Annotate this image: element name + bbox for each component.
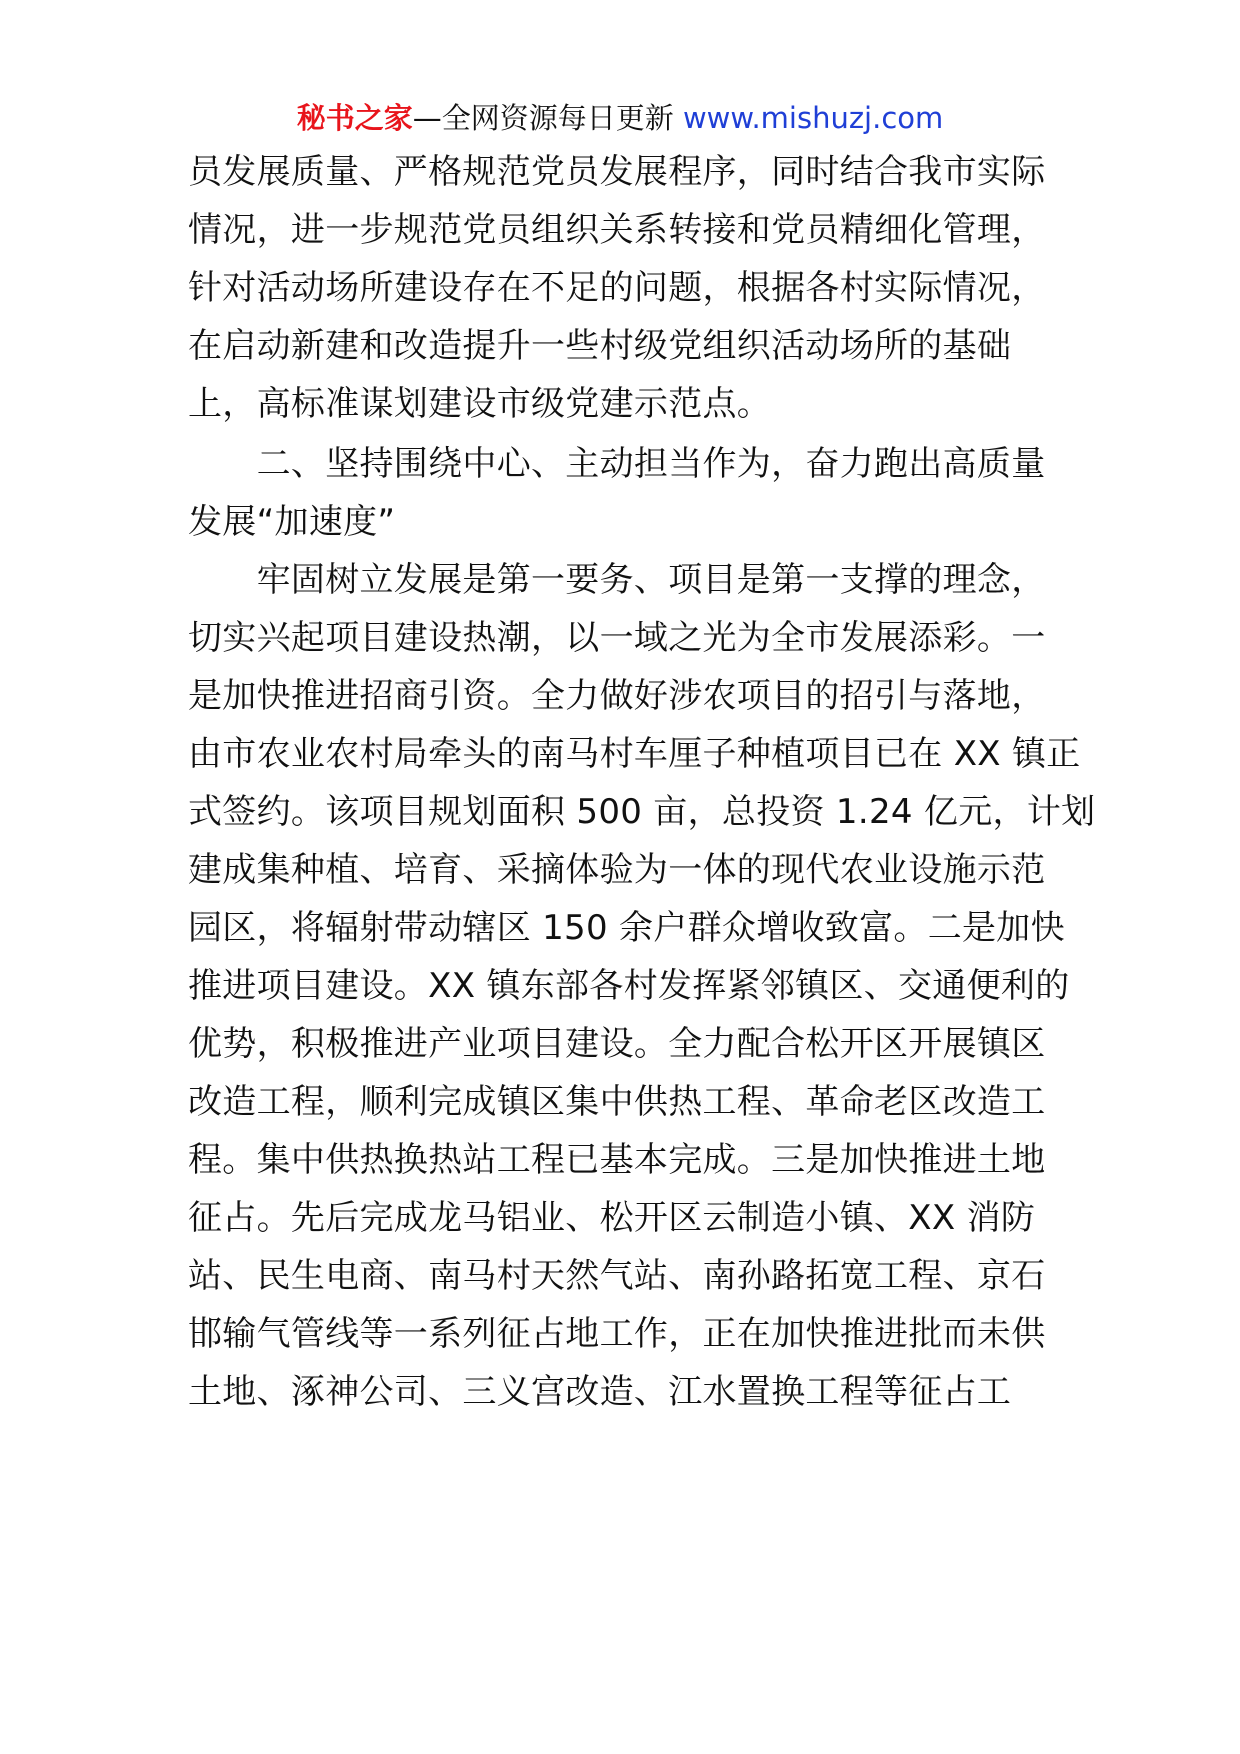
body-line-1: 员发展质量、严格规范党员发展程序，同时结合我市实际 — [188, 152, 1046, 192]
body-line-8: 牢固树立发展是第一要务、项目是第一支撑的理念， — [188, 560, 1046, 600]
body-line-4: 在启动新建和改造提升一些村级党组织活动场所的基础 — [188, 326, 1012, 366]
body-line-11: 由市农业农村局牵头的南马村车厘子种植项目已在 XX 镇正 — [188, 734, 1081, 774]
section-heading-line-1: 二、坚持围绕中心、主动担当作为，奋力跑出高质量 — [188, 444, 1046, 484]
body-line-12: 式签约。该项目规划面积 500 亩，总投资 1.24 亿元，计划 — [188, 792, 1096, 832]
body-line-19: 征占。先后完成龙马铝业、松开区云制造小镇、XX 消防 — [188, 1198, 1036, 1238]
body-line-9: 切实兴起项目建设热潮，以一域之光为全市发展添彩。一 — [188, 618, 1046, 658]
brand-name: 秘书之家 — [296, 101, 413, 135]
site-url-link[interactable]: www.mishuzj.com — [682, 101, 944, 135]
body-line-18: 程。集中供热换热站工程已基本完成。三是加快推进土地 — [188, 1140, 1046, 1180]
body-line-22: 土地、涿神公司、三义宫改造、江水置换工程等征占工 — [188, 1372, 1012, 1412]
section-heading-line-2: 发展“加速度” — [188, 502, 396, 542]
body-line-16: 优势，积极推进产业项目建设。全力配合松开区开展镇区 — [188, 1024, 1046, 1064]
body-line-17: 改造工程，顺利完成镇区集中供热工程、革命老区改造工 — [188, 1082, 1046, 1122]
page-header — [0, 98, 1240, 138]
body-line-14: 园区，将辐射带动辖区 150 余户群众增收致富。二是加快 — [188, 908, 1065, 948]
body-line-13: 建成集种植、培育、采摘体验为一体的现代农业设施示范 — [188, 850, 1046, 890]
body-line-5: 上，高标准谋划建设市级党建示范点。 — [188, 384, 772, 424]
body-line-15: 推进项目建设。XX 镇东部各村发挥紧邻镇区、交通便利的 — [188, 966, 1070, 1006]
body-line-20: 站、民生电商、南马村天然气站、南孙路拓宽工程、京石 — [188, 1256, 1046, 1296]
header-tagline: —全网资源每日更新 — [412, 101, 683, 135]
body-line-2: 情况，进一步规范党员组织关系转接和党员精细化管理， — [188, 210, 1046, 250]
body-line-3: 针对活动场所建设存在不足的问题，根据各村实际情况， — [188, 268, 1046, 308]
body-line-10: 是加快推进招商引资。全力做好涉农项目的招引与落地， — [188, 676, 1046, 716]
body-line-21: 邯输气管线等一系列征占地工作，正在加快推进批而未供 — [188, 1314, 1046, 1354]
